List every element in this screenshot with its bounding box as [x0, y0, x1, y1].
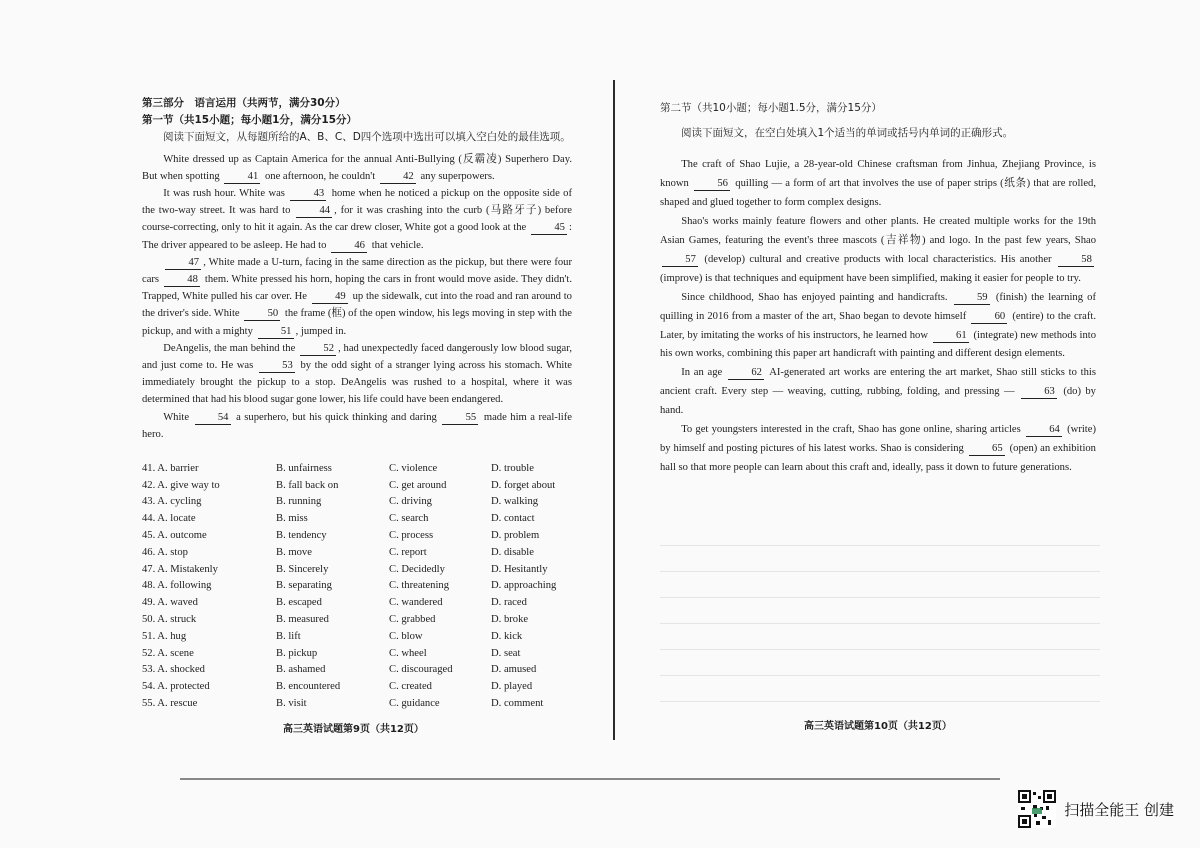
- passage-text: DeAngelis, the man behind the: [163, 342, 299, 354]
- blank-number: 48: [164, 274, 200, 287]
- option-row: [142, 678, 582, 695]
- option-choice: 41. A. barrier: [142, 462, 199, 474]
- fill-in-passage: [660, 156, 1096, 477]
- option-choice: B. ashamed: [276, 664, 326, 676]
- option-choice: C. discouraged: [389, 664, 453, 676]
- blank-number: 47: [165, 257, 201, 270]
- passage-text: Shao's works mainly feature flowers and other plants. He created multiple works for the 19th Asian Games, featuring the event's three mascots (吉祥物) and logo. In the past few years, Shao: [660, 216, 1096, 247]
- blank-number: 65: [969, 443, 1005, 456]
- option-choice: 48. A. following: [142, 580, 212, 592]
- passage-text: The craft of Shao Lujie, a 28-year-old Chinese craftsman from Jinhua, Zhejiang Province, is known: [660, 159, 1096, 190]
- option-choice: 46. A. stop: [142, 546, 188, 558]
- option-choice: 43. A. cycling: [142, 496, 202, 508]
- option-choice: D. walking: [491, 496, 539, 508]
- option-choice: D. seat: [491, 647, 521, 659]
- page-footer-left: 高三英语试题第9页（共12页）: [283, 724, 424, 735]
- option-choice: C. blow: [389, 630, 423, 642]
- paragraph: [660, 421, 1096, 478]
- option-choice: 55. A. rescue: [142, 698, 198, 710]
- blank-number: 58: [1058, 254, 1094, 267]
- passage-text: any superpowers.: [417, 170, 495, 182]
- option-row: [142, 628, 582, 645]
- option-row: [142, 561, 582, 578]
- passage-text: In an age: [681, 367, 727, 379]
- passage-text: (do) by hand.: [660, 386, 1096, 417]
- option-choice: C. grabbed: [389, 614, 436, 626]
- option-row: [142, 544, 582, 561]
- option-choice: D. comment: [491, 698, 544, 710]
- option-choice: D. forget about: [491, 479, 556, 491]
- passage-text: a superhero, but his quick thinking and daring: [232, 411, 441, 423]
- option-choice: C. violence: [389, 462, 438, 474]
- passage-text: AI-generated art works are entering the art market, Shao still sticks to this ancient craft. Every step — weaving, cutting, rubbing, folding, and pressing —: [660, 367, 1096, 398]
- option-choice: D. kick: [491, 630, 523, 642]
- section-heading: 第一节（共15小题；每小题1分，满分15分）: [142, 114, 358, 127]
- option-choice: D. problem: [491, 530, 540, 542]
- instructions-2: 阅读下面短文，在空白处填入1个适当的单词或括号内单词的正确形式。: [681, 127, 1014, 140]
- passage-text: the frame (框) of the open window, his legs moving in step with the pickup, and with a mighty: [142, 308, 572, 337]
- option-choice: B. fall back on: [276, 479, 339, 491]
- option-choice: 53. A. shocked: [142, 664, 205, 676]
- paragraph: [142, 254, 572, 340]
- option-choice: D. Hesitantly: [491, 563, 548, 575]
- option-row: [142, 510, 582, 527]
- paragraph: [660, 213, 1096, 289]
- blank-number: 61: [933, 330, 969, 343]
- option-choice: 49. A. waved: [142, 597, 198, 609]
- option-choice: C. wandered: [389, 597, 443, 609]
- page-footer-right: 高三英语试题第10页（共12页）: [804, 721, 952, 732]
- option-choice: C. driving: [389, 496, 432, 508]
- option-choice: B. unfairness: [276, 462, 332, 474]
- options-list: [142, 460, 582, 712]
- blank-number: 60: [971, 311, 1007, 324]
- option-choice: D. approaching: [491, 580, 557, 592]
- passage-text: (open) an exhibition hall so that more people can learn about this craft and, ideally, pass it down to future generations.: [660, 443, 1096, 473]
- option-choice: B. tendency: [276, 530, 327, 542]
- passage-text: It was rush hour. White was: [163, 188, 289, 200]
- blank-number: 55: [442, 412, 478, 425]
- option-choice: D. disable: [491, 546, 534, 558]
- passage-text: , had unexpectedly faced dangerously low blood sugar, and just come to. He was: [142, 342, 572, 372]
- option-choice: C. report: [389, 546, 427, 558]
- right-page: [660, 100, 1096, 478]
- option-choice: B. pickup: [276, 647, 318, 659]
- option-row: [142, 494, 582, 511]
- passage-text: one afternoon, he couldn't: [262, 170, 378, 182]
- option-choice: C. search: [389, 513, 429, 525]
- part-heading: 第三部分 语言运用（共两节，满分30分）: [142, 97, 346, 109]
- blank-number: 42: [380, 171, 416, 184]
- option-choice: D. contact: [491, 513, 535, 525]
- passage-text: that vehicle.: [369, 239, 424, 251]
- blank-number: 62: [728, 367, 764, 380]
- passage-text: by the odd sight of a stranger lying across his stomach. White immediately brought the pickup to a stop. DeAngelis was rushed to a hospital, where it was determined that had his blood sugar gone lower, his life could have been endangered.: [142, 360, 572, 406]
- passage-text: made him a real-life hero.: [142, 411, 572, 440]
- option-choice: 45. A. outcome: [142, 530, 207, 542]
- option-choice: 54. A. protected: [142, 681, 210, 693]
- blank-number: 64: [1026, 424, 1062, 437]
- blank-number: 52: [300, 343, 336, 356]
- option-choice: B. miss: [276, 513, 308, 525]
- blank-number: 59: [954, 292, 990, 305]
- option-choice: B. move: [276, 546, 312, 558]
- blank-number: 53: [259, 360, 295, 373]
- option-choice: D. raced: [491, 597, 527, 609]
- option-choice: 47. A. Mistakenly: [142, 563, 218, 575]
- option-choice: D. trouble: [491, 462, 534, 474]
- section-heading-2: 第二节（共10小题；每小题1.5分，满分15分）: [660, 102, 882, 114]
- option-choice: B. separating: [276, 580, 332, 592]
- option-choice: 42. A. give way to: [142, 479, 220, 491]
- option-choice: C. guidance: [389, 698, 440, 710]
- watermark-text: 扫描全能王 创建: [1064, 800, 1174, 819]
- option-row: [142, 645, 582, 662]
- option-choice: C. Decidedly: [389, 563, 445, 575]
- blank-number: 44: [296, 205, 332, 218]
- blank-number: 45: [531, 222, 567, 235]
- option-choice: 51. A. hug: [142, 630, 187, 642]
- option-row: [142, 611, 582, 628]
- option-choice: 50. A. struck: [142, 614, 197, 626]
- blank-number: 51: [258, 326, 294, 339]
- paragraph: [660, 289, 1096, 365]
- option-choice: B. escaped: [276, 597, 322, 609]
- option-choice: C. threatening: [389, 580, 450, 592]
- passage-text: , jumped in.: [295, 325, 347, 337]
- option-row: [142, 460, 582, 477]
- cloze-passage: [142, 151, 572, 443]
- option-choice: C. process: [389, 530, 434, 542]
- passage-text: (improve) is that techniques and equipment have been simplified, making it easier for people to try.: [660, 272, 1081, 284]
- blank-number: 50: [244, 308, 280, 321]
- blank-number: 63: [1021, 386, 1057, 399]
- page-divider: [613, 80, 615, 740]
- option-row: [142, 695, 582, 712]
- option-row: [142, 578, 582, 595]
- passage-text: White: [163, 411, 193, 423]
- option-choice: B. measured: [276, 614, 329, 626]
- blank-number: 54: [195, 412, 231, 425]
- option-row: [142, 594, 582, 611]
- option-row: [142, 662, 582, 679]
- blank-number: 46: [331, 240, 367, 253]
- passage-text: Since childhood, Shao has enjoyed painting and handicrafts.: [681, 291, 952, 303]
- passage-text: (develop) cultural and creative products with local characteristics. His another: [700, 253, 1056, 265]
- option-choice: B. lift: [276, 630, 301, 642]
- option-choice: C. get around: [389, 479, 447, 491]
- option-choice: B. running: [276, 496, 322, 508]
- paragraph: [142, 151, 572, 185]
- option-choice: B. visit: [276, 698, 307, 710]
- blank-number: 56: [694, 178, 730, 191]
- blank-number: 43: [290, 188, 326, 201]
- option-choice: 52. A. scene: [142, 647, 194, 659]
- option-choice: D. broke: [491, 614, 529, 626]
- left-page: [142, 95, 572, 443]
- option-choice: B. encountered: [276, 681, 341, 693]
- paragraph: [660, 156, 1096, 213]
- qr-code-icon: [1018, 790, 1056, 828]
- camscanner-watermark: [1018, 790, 1174, 828]
- option-choice: B. Sincerely: [276, 563, 329, 575]
- blank-number: 57: [662, 254, 698, 267]
- passage-text: (entire) to the craft. Later, by imitating the works of his instructors, he learned how: [660, 310, 1097, 341]
- option-choice: D. played: [491, 681, 533, 693]
- option-choice: D. amused: [491, 664, 537, 676]
- paragraph: [142, 340, 572, 409]
- passage-text: , for it was crashing into the curb (马路牙子) before course-correcting, only to hit it again. As the car drew closer, White got a good look at the: [142, 205, 572, 234]
- passage-text: quilling — a form of art that involves the use of paper strips (纸条) that are rolled, shaped and glued together to form complex designs.: [660, 178, 1096, 209]
- passage-text: (finish) the learning of quilling in 2016 from a master of the art, Shao began to devote himself: [660, 291, 1096, 322]
- option-choice: C. created: [389, 681, 432, 693]
- passage-text: them. White pressed his horn, hoping the cars in front would move aside. They didn't. Trapped, White pulled his car over. He: [142, 274, 572, 303]
- passage-text: up the sidewalk, cut into the road and ran around to the driver's side. White: [142, 291, 572, 320]
- passage-text: White dressed up as Captain America for the annual Anti-Bullying (反霸凌) Superhero Day. But when spotting: [142, 153, 572, 182]
- option-row: [142, 527, 582, 544]
- option-row: [142, 477, 582, 494]
- instructions: 阅读下面短文，从每题所给的A、B、C、D四个选项中选出可以填入空白处的最佳选项。: [163, 131, 571, 144]
- option-choice: 44. A. locate: [142, 513, 196, 525]
- passage-text: , White made a U-turn, facing in the same direction as the pickup, but there were four cars: [142, 256, 572, 286]
- passage-text: (integrate) new methods into his own works, combining this paper art handicraft with painting and different design elements.: [660, 329, 1096, 360]
- blank-number: 49: [312, 291, 348, 304]
- option-choice: C. wheel: [389, 647, 427, 659]
- blank-number: 41: [224, 171, 260, 184]
- passage-text: (write) by himself and posting pictures of his latest works. Shao is considering: [660, 424, 1096, 454]
- bleed-through-text: [660, 520, 1100, 710]
- paragraph: [660, 364, 1096, 421]
- passage-text: To get youngsters interested in the craft, Shao has gone online, sharing articles: [681, 424, 1024, 436]
- paragraph: [142, 185, 572, 254]
- passage-text: home when he noticed a pickup on the opposite side of the two-way street. It was hard to: [142, 188, 573, 217]
- page-bottom-edge: [180, 778, 1000, 780]
- paragraph: [142, 409, 572, 443]
- passage-text: : The driver appeared to be asleep. He had to: [142, 222, 572, 251]
